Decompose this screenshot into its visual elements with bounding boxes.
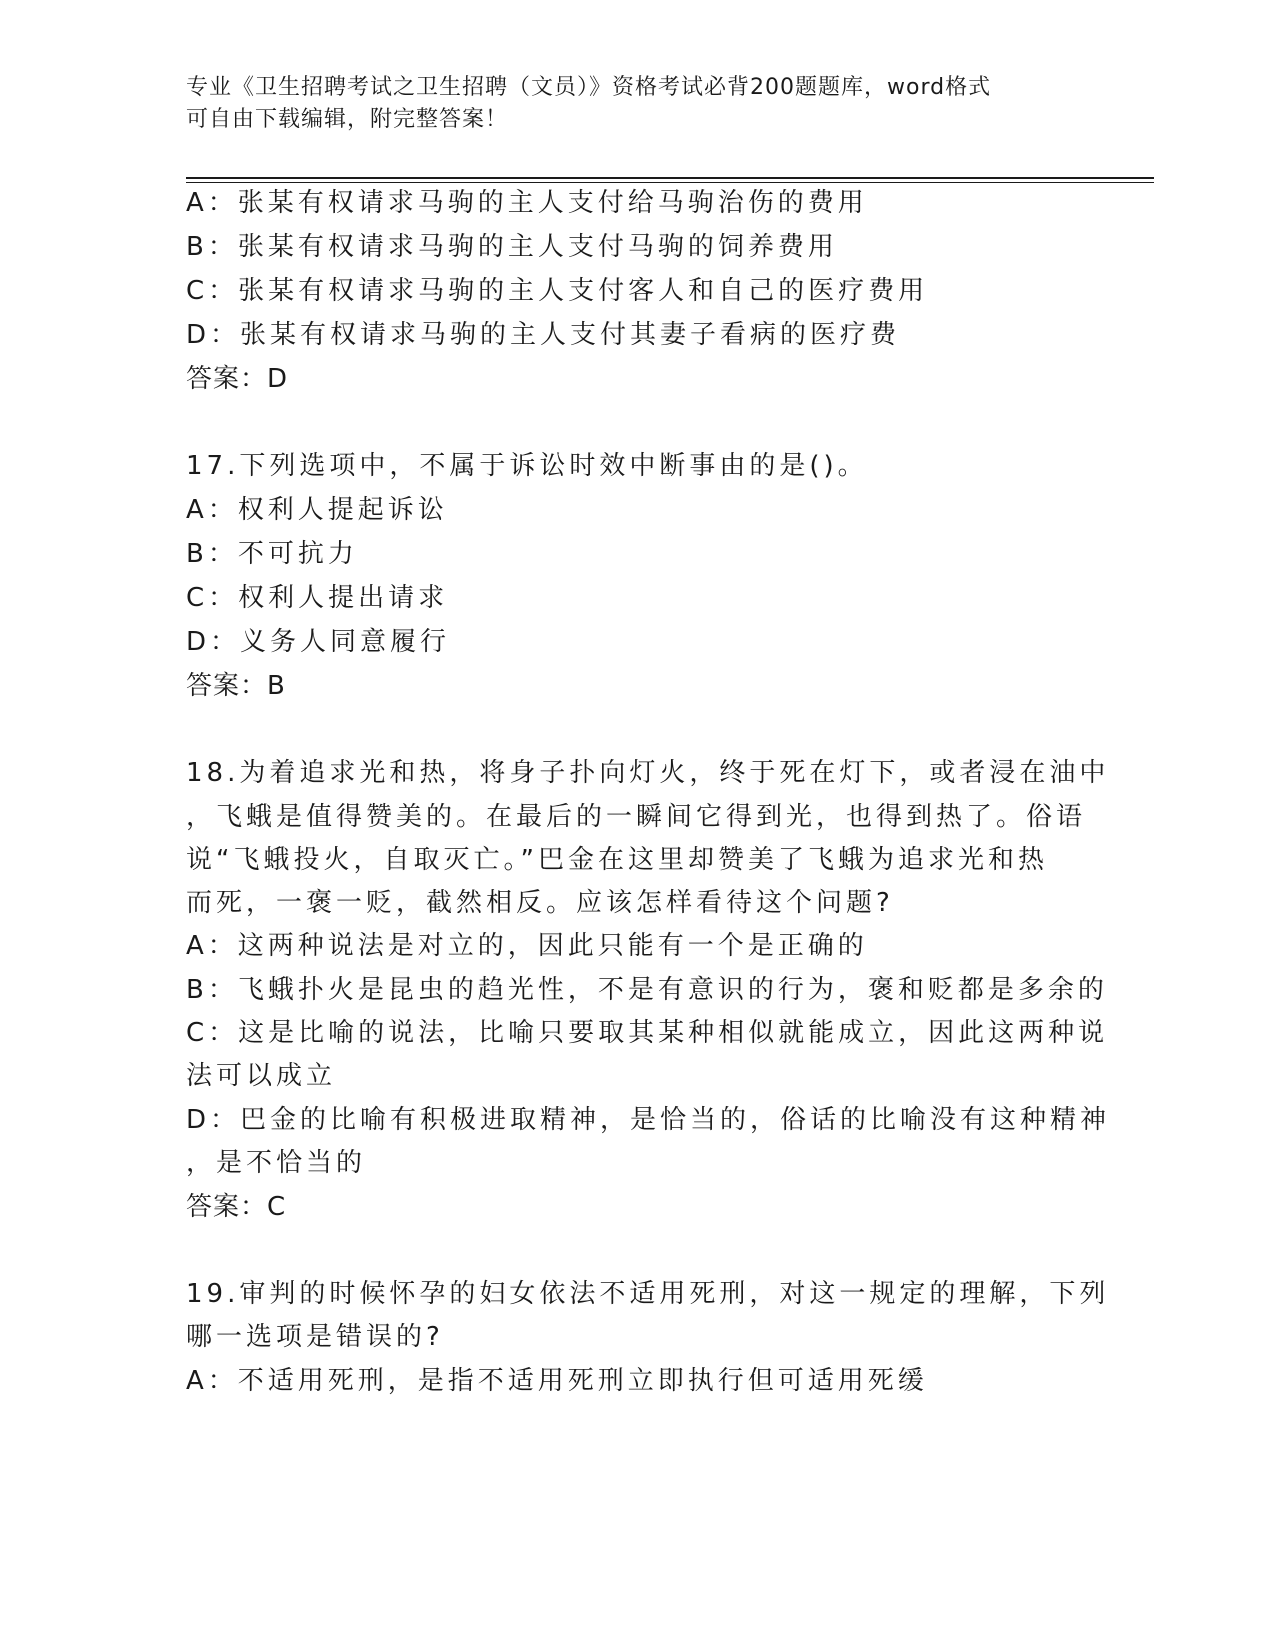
- q16-option-c: C：张某有权请求马驹的主人支付客人和自己的医疗费用: [186, 276, 929, 306]
- q17-answer: 答案：B: [186, 671, 286, 701]
- q18-stem-line-2: ，飞蛾是值得赞美的。在最后的一瞬间它得到光，也得到热了。俗语: [186, 802, 1087, 832]
- q18-option-d-line-1: D：巴金的比喻有积极进取精神，是恰当的，俗话的比喻没有这种精神: [186, 1105, 1111, 1135]
- q16-option-a: A：张某有权请求马驹的主人支付给马驹治伤的费用: [186, 188, 868, 218]
- q17-option-b: B：不可抗力: [186, 539, 358, 569]
- q18-stem-line-1: 18.为着追求光和热，将身子扑向灯火，终于死在灯下，或者浸在油中: [186, 758, 1110, 788]
- q19-stem-line-1: 19.审判的时候怀孕的妇女依法不适用死刑，对这一规定的理解，下列: [186, 1279, 1110, 1309]
- q18-option-b: B：飞蛾扑火是昆虫的趋光性，不是有意识的行为，褒和贬都是多余的: [186, 975, 1108, 1005]
- document-header: [186, 72, 1066, 136]
- header-line-1: 专业《卫生招聘考试之卫生招聘（文员）》资格考试必背200题题库，word格式: [186, 75, 992, 100]
- q16-option-b: B：张某有权请求马驹的主人支付马驹的饲养费用: [186, 232, 838, 262]
- q17-option-d: D：义务人同意履行: [186, 627, 451, 657]
- header-divider-thick: [186, 177, 1154, 179]
- q18-stem-line-3: 说“飞蛾投火，自取灭亡。”巴金在这里却赞美了飞蛾为追求光和热: [186, 845, 1048, 875]
- q17-stem: 17.下列选项中，不属于诉讼时效中断事由的是()。: [186, 451, 868, 481]
- q18-option-c-line-2: 法可以成立: [186, 1061, 337, 1091]
- header-line-2: 可自由下载编辑，附完整答案！: [186, 107, 509, 132]
- q16-answer: 答案：D: [186, 364, 289, 394]
- q17-option-a: A：权利人提起诉讼: [186, 495, 448, 525]
- q18-stem-line-4: 而死，一褒一贬，截然相反。应该怎样看待这个问题?: [186, 888, 894, 918]
- q19-option-a: A：不适用死刑，是指不适用死刑立即执行但可适用死缓: [186, 1366, 928, 1396]
- q18-option-c-line-1: C：这是比喻的说法，比喻只要取其某种相似就能成立，因此这两种说: [186, 1018, 1109, 1048]
- q18-option-a: A：这两种说法是对立的，因此只能有一个是正确的: [186, 931, 868, 961]
- q19-stem-line-2: 哪一选项是错误的?: [186, 1322, 444, 1352]
- q18-answer: 答案：C: [186, 1192, 287, 1222]
- q16-option-d: D：张某有权请求马驹的主人支付其妻子看病的医疗费: [186, 320, 901, 350]
- header-divider-thin: [186, 182, 1154, 183]
- q17-option-c: C：权利人提出请求: [186, 583, 449, 613]
- q18-option-d-line-2: ，是不恰当的: [186, 1148, 367, 1178]
